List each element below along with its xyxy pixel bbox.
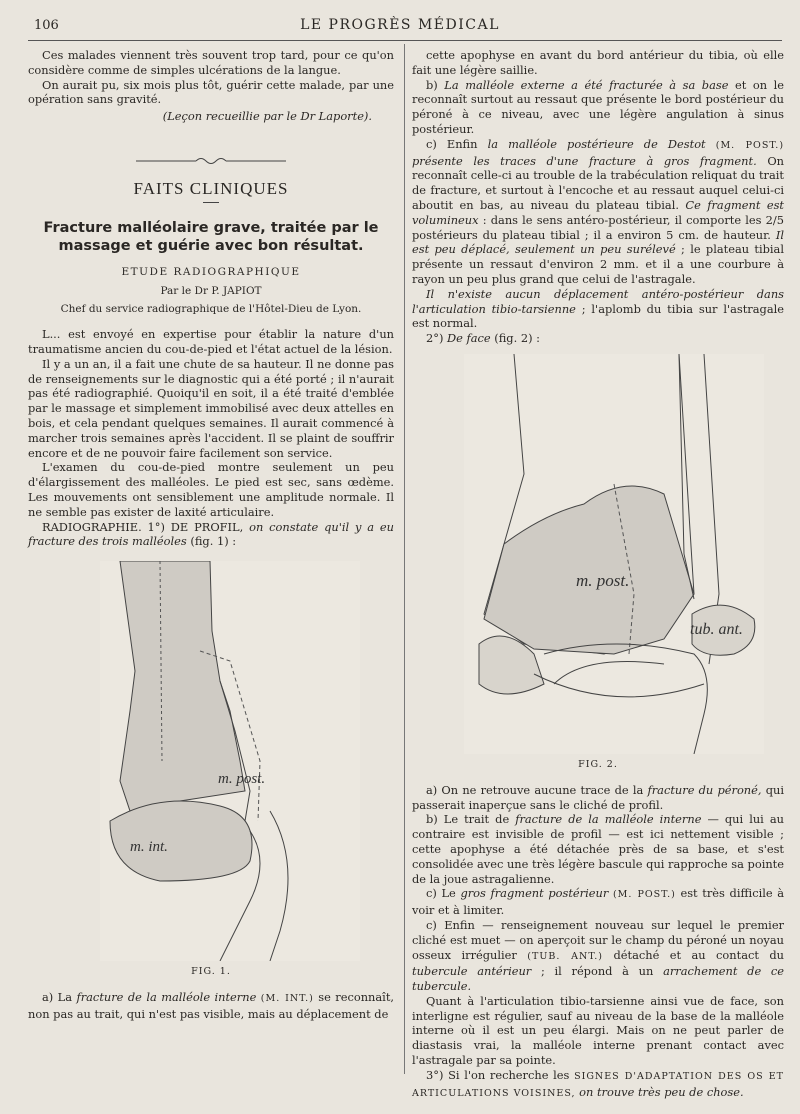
article-subtitle: ETUDE RADIOGRAPHIQUE (121, 265, 301, 278)
text-run: fracture de la malléole interne (515, 812, 702, 827)
figure-1-lateral-radiograph (100, 561, 360, 961)
text-run: 2°) (426, 331, 444, 346)
ornament-divider (136, 154, 286, 168)
right-column (412, 48, 784, 1101)
figure-1-caption: FIG. 1. (191, 966, 231, 978)
text-run: la malléole postérieure de Destot (487, 136, 706, 151)
text-run: On reconnaît celle-ci au trouble de la trabéculation reliquat du trait de fracture, et surtout à l'encoche et au ressaut auquel celui-ci aboutit en bas, au niveau du plateau tibial. (412, 153, 785, 212)
text-run: La malléole externe a été fracturée à sa base (444, 77, 729, 92)
text-run: on trouve très peu de chose. (579, 1084, 744, 1099)
text-run: Il n'existe aucun déplacement antéro-postérieur dans l'articulation tibio-tarsienne (412, 286, 784, 316)
text-run: on constate qu'il y a eu fracture des trois malléoles (28, 519, 394, 549)
text-run: fracture du péroné, (647, 782, 762, 797)
text-run: et on le reconnaît surtout au ressaut que présente le bord postérieur du péroné à ce niveau, avec une légère angulation à sinus postérieur. (412, 77, 784, 136)
paragraph: L... est envoyé en expertise pour établir la nature d'un traumatisme ancien du cou-de-pied et l'état actuel de la lésion. (28, 327, 394, 356)
text-run: c) Le (426, 886, 456, 901)
text-run: c) Enfin (426, 136, 478, 151)
text-run: (TUB. ANT.) (527, 950, 604, 962)
text-run: b) (426, 77, 438, 92)
paragraph (412, 812, 784, 886)
paragraph (412, 783, 784, 813)
figure-label-tub-ant: tub. ant. (690, 620, 743, 638)
author-line: Par le Dr P. JAPIOT (160, 284, 262, 297)
left-column (28, 48, 394, 1022)
text-run: (fig. 1) : (190, 534, 237, 549)
text-run: c) Enfin — renseignement nouveau sur lequel le premier cliché est muet — on aperçoit sur le champ du péroné un noyau osseux irrégulier (412, 917, 784, 962)
text-run: qui passerait inaperçue sans le cliché de profil. (412, 782, 784, 812)
figure-label-m-post: m. post. (576, 570, 630, 590)
running-header (28, 14, 772, 36)
text-run: fracture de la malléole interne (76, 989, 257, 1004)
header-rule (28, 40, 782, 41)
paragraph (28, 520, 394, 550)
text-run: a) On ne retrouve aucune trace de la (426, 782, 644, 797)
text-run: SIGNES D'ADAPTATION DES OS ET ARTICULATIONS VOISINES, (412, 1070, 785, 1099)
article-title: Fracture malléolaire grave, traitée par le massage et guérie avec bon résultat. (43, 219, 379, 254)
paragraph: Il y a un an, il a fait une chute de sa hauteur. Il ne donne pas de renseignements sur le diagnostic qui a été porté ; il n'aurait pas été radiographié. Quoiqu'il en soit, il a été traité d'emblée par le massage et simplement immobilisé avec deux attelles en bois, et cela pendant quelques semaines. Il aurait commencé à marcher trois semaines après l'accident. Il se plaint de souffrir encore et de ne pouvoir faire facilement son service. (28, 356, 394, 460)
paragraph (412, 78, 784, 137)
text-run: se reconnaît, non pas au trait, qui n'est pas visible, mais au déplacement de (28, 989, 395, 1021)
text-run: 3°) Si l'on recherche les (426, 1067, 570, 1082)
text-run: Ce fragment est volumineux (412, 197, 785, 227)
text-run: — qui lui au contraire est invisible de profil — est ici nettement visible ; cette apophyse a été détachée près de sa base, et s'est consolidée avec une très légère bascule qui rapproche sa pointe de la joue astragalienne. (412, 812, 784, 886)
text-run: (M. POST.) (715, 139, 785, 151)
figure-2-caption: FIG. 2. (578, 758, 618, 770)
section-dash (203, 202, 219, 203)
paragraph (412, 918, 784, 994)
text-run: ; l'aplomb du tibia sur l'astragale est normal. (412, 301, 785, 331)
text-run: De face (447, 331, 491, 346)
text-run: gros fragment postérieur (460, 886, 609, 901)
text-run: ; le plateau tibial présente un ressaut d'environ 2 mm. et il a une courbure à rayon un peu plus grand que celui de l'astragale. (412, 242, 784, 286)
text-run: b) Le trait de (426, 812, 510, 827)
paragraph (412, 886, 784, 918)
paragraph (412, 137, 784, 287)
text-run: détaché et au contact du (613, 947, 784, 962)
paragraph (28, 990, 394, 1022)
text-run: tubercule antérieur (412, 964, 532, 979)
paragraph: On aurait pu, six mois plus tôt, guérir cette malade, par une opération sans gravité. (28, 77, 394, 107)
journal-title: LE PROGRÈS MÉDICAL (300, 17, 500, 33)
text-run: arrachement de ce tubercule. (412, 964, 785, 994)
figure-label-m-post: m. post. (218, 771, 266, 788)
paragraph (412, 331, 784, 346)
paragraph: Quant à l'articulation tibio-tarsienne ainsi vue de face, son interligne est régulier, sauf au niveau de la base de la malléole interne où il est un peu élargi. Mais on ne peut parler de diastasis vrai, la malléole interne prenant contact avec l'astragale par sa pointe. (412, 993, 784, 1068)
figure-label-m-int: m. int. (130, 839, 168, 856)
paragraph: Ces malades viennent très souvent trop tard, pour ce qu'on considère comme de simples ulcérations de la langue. (28, 48, 394, 77)
text-run: RADIOGRAPHIE. 1°) DE PROFIL, (42, 519, 244, 534)
signature: (Leçon recueillie par le Dr Laporte). (162, 109, 372, 124)
text-run: Il est peu déplacé, seulement un peu surélevé (412, 227, 784, 257)
text-run: (M. POST.) (612, 889, 676, 901)
column-rule (404, 44, 405, 1074)
paragraph: L'examen du cou-de-pied montre seulement un peu d'élargissement des malléoles. Le pied est sec, sans œdème. Les mouvements ont sensiblement une amplitude normale. Il ne semble pas exister de laxité articulaire. (28, 460, 394, 519)
figure-2-frontal-radiograph (464, 354, 764, 754)
text-run: (M. INT.) (260, 992, 314, 1004)
text-run: a) La (42, 989, 73, 1004)
text-run: ; il répond à un (540, 964, 654, 979)
section-title: FAITS CLINIQUES (133, 178, 289, 198)
author-affiliation: Chef du service radiographique de l'Hôtel-Dieu de Lyon. (60, 303, 362, 316)
text-run: est très difficile à voir et à limiter. (412, 886, 785, 918)
page-number: 106 (34, 18, 59, 33)
paragraph (412, 1068, 784, 1102)
text-run: : dans le sens antéro-postérieur, il comporte les 2/5 postérieurs du plateau tibial ; il a environ 5 cm. de hauteur. (412, 212, 784, 242)
paragraph (412, 287, 784, 331)
paragraph: cette apophyse en avant du bord antérieur du tibia, où elle fait une légère saillie. (412, 48, 784, 77)
text-run: présente les traces d'une fracture à gros fragment. (412, 153, 757, 168)
text-run: (fig. 2) : (494, 331, 540, 346)
